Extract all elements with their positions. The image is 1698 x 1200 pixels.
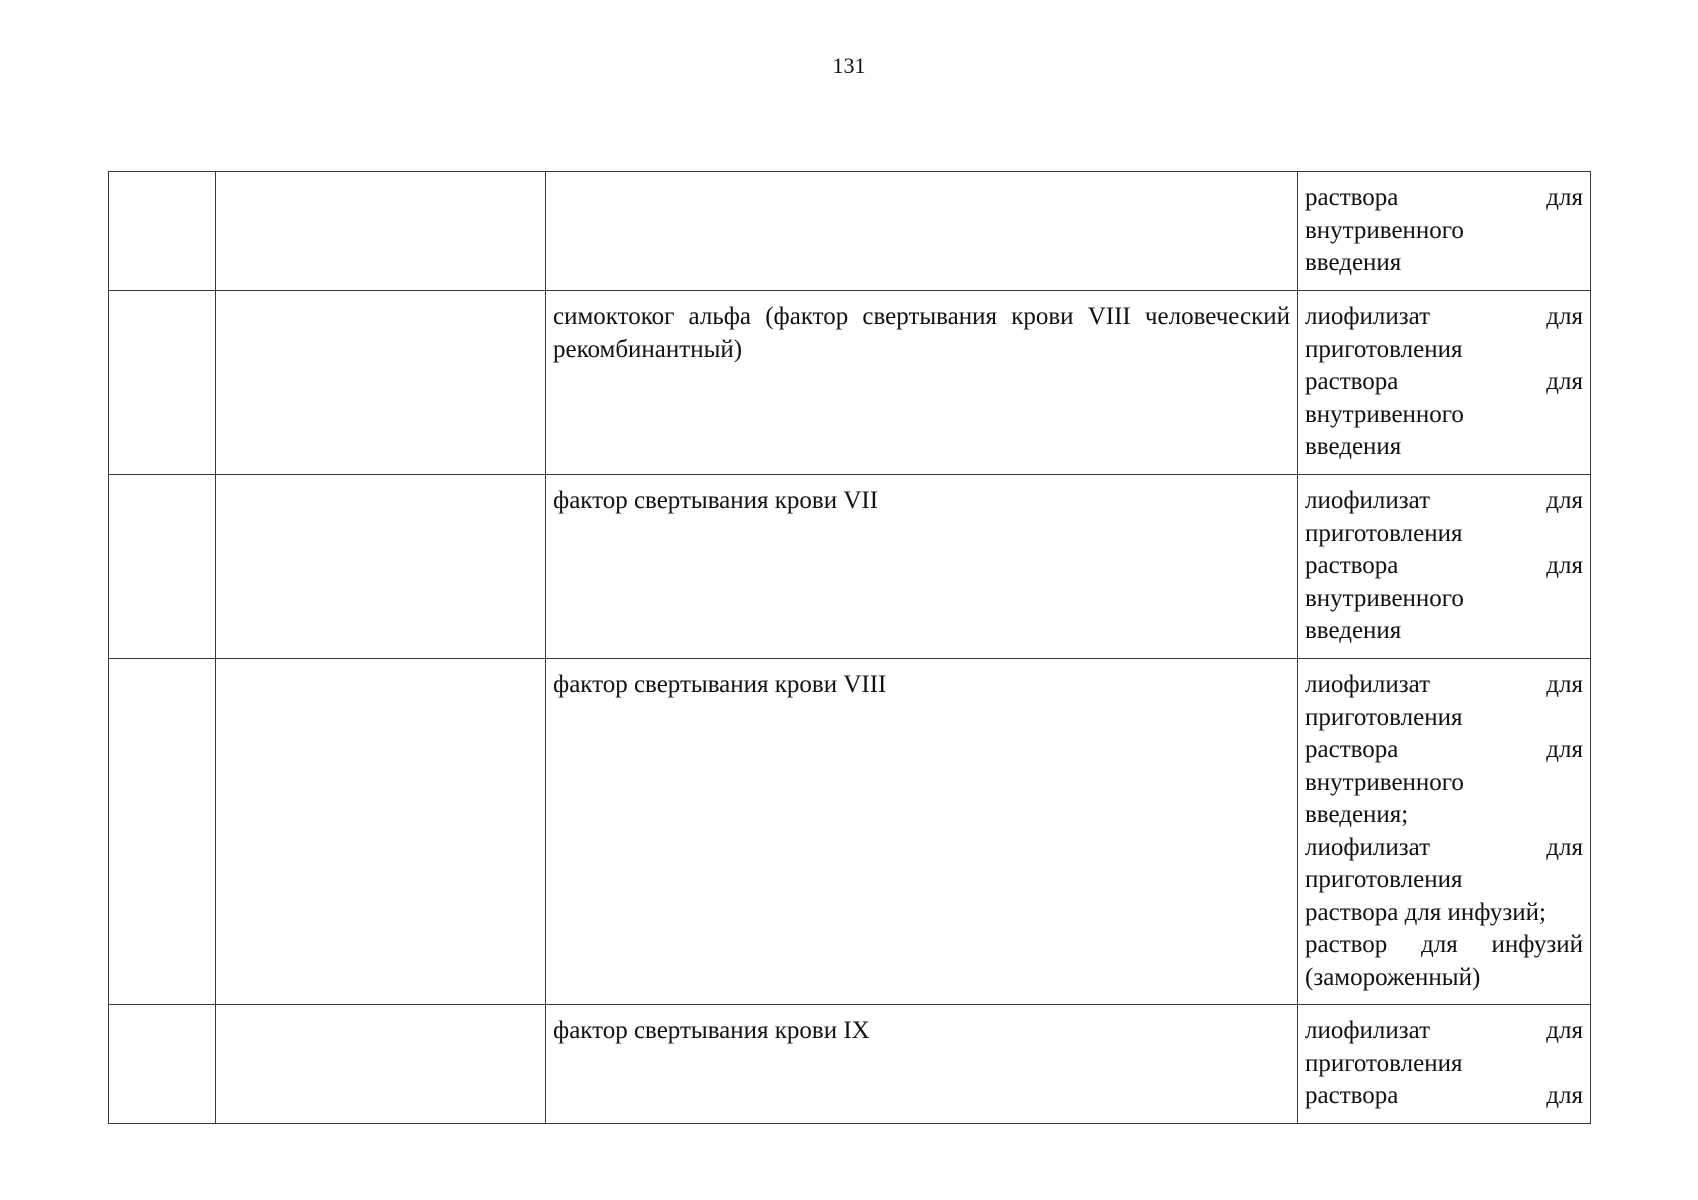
drug-name-cell: фактор свертывания крови VII — [546, 475, 1298, 659]
dosage-form-line: введения — [1305, 249, 1402, 276]
dosage-form-line: раствора для — [1305, 184, 1583, 211]
dosage-form-line: введения; — [1305, 801, 1409, 828]
page-number: 131 — [832, 53, 866, 78]
code-cell — [109, 291, 216, 475]
dosage-form-cell — [1298, 172, 1591, 291]
dosage-form-line: приготовления — [1305, 335, 1463, 363]
dosage-form-line: раствора для — [1305, 552, 1583, 579]
dosage-form-line: приготовления — [1305, 1049, 1463, 1077]
table-row — [109, 1005, 1591, 1124]
code-cell — [109, 659, 216, 1005]
table-row — [109, 172, 1591, 291]
dosage-form-cell — [1298, 291, 1591, 475]
dosage-form-cell — [1298, 475, 1591, 659]
dosage-form-line: внутривенного — [1305, 400, 1464, 428]
dosage-form-line: лиофилизат для — [1305, 671, 1583, 698]
dosage-form-line: введения — [1305, 433, 1402, 460]
dosage-form-line: лиофилизат для — [1305, 487, 1583, 514]
dosage-form-line: раствор для инфузий — [1305, 931, 1583, 958]
dosage-form-line: лиофилизат для — [1305, 1017, 1583, 1044]
drug-name-cell: фактор свертывания крови VIII — [546, 659, 1298, 1005]
code-cell — [109, 1005, 216, 1124]
table-row — [109, 659, 1591, 1005]
dosage-form-cell — [1298, 659, 1591, 1005]
table-row — [109, 291, 1591, 475]
dosage-form-line: раствора для — [1305, 736, 1583, 763]
dosage-form-line: внутривенного — [1305, 768, 1464, 796]
code-cell — [109, 172, 216, 291]
drug-name-cell — [546, 172, 1298, 291]
drug-table — [108, 171, 1591, 1124]
dosage-form-line: раствора для инфузий; — [1305, 898, 1546, 926]
dosage-form-line: лиофилизат для — [1305, 833, 1583, 861]
drug-name-cell: симоктоког альфа (фактор свертывания крови VIII человеческий рекомбинантный) — [546, 291, 1298, 475]
drug-name-cell: фактор свертывания крови IX — [546, 1005, 1298, 1124]
dosage-form-line: лиофилизат для — [1305, 303, 1583, 330]
group-cell — [216, 291, 546, 475]
dosage-form-line: введения — [1305, 617, 1402, 644]
dosage-form-line: (замороженный) — [1305, 963, 1481, 991]
group-cell — [216, 172, 546, 291]
group-cell — [216, 1005, 546, 1124]
dosage-form-line: раствора для — [1305, 1082, 1583, 1109]
dosage-form-line: приготовления — [1305, 703, 1463, 731]
group-cell — [216, 475, 546, 659]
dosage-form-cell — [1298, 1005, 1591, 1124]
dosage-form-line: приготовления — [1305, 866, 1463, 893]
table-row — [109, 475, 1591, 659]
dosage-form-line: раствора для — [1305, 368, 1583, 395]
group-cell — [216, 659, 546, 1005]
dosage-form-line: внутривенного — [1305, 584, 1464, 612]
table-body — [109, 172, 1591, 1124]
dosage-form-line: приготовления — [1305, 519, 1463, 547]
dosage-form-line: внутривенного — [1305, 216, 1464, 244]
code-cell — [109, 475, 216, 659]
